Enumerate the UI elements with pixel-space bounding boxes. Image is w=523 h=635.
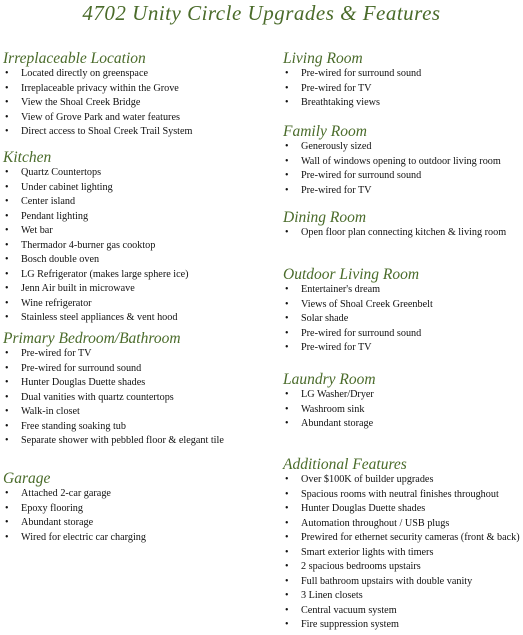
list-item: • Fire suppression system bbox=[283, 619, 523, 631]
list-item: • View the Shoal Creek Bridge bbox=[3, 97, 265, 109]
list-item: • Views of Shoal Creek Greenbelt bbox=[283, 299, 523, 311]
list-item: • Wall of windows opening to outdoor living room bbox=[283, 156, 523, 168]
list-item: • Smart exterior lights with timers bbox=[283, 547, 523, 559]
section-living-room bbox=[283, 50, 523, 112]
feature-list bbox=[3, 488, 265, 543]
section-heading: Garage bbox=[3, 470, 51, 487]
section-heading: Outdoor Living Room bbox=[283, 266, 420, 283]
section-garage bbox=[3, 470, 265, 546]
page-title: 4702 Unity Circle Upgrades & Features bbox=[82, 1, 441, 25]
list-item: • Abundant storage bbox=[3, 517, 265, 529]
list-item: • LG Washer/Dryer bbox=[283, 389, 523, 401]
list-item: • 2 spacious bedrooms upstairs bbox=[283, 561, 523, 573]
list-item: • Pre-wired for surround sound bbox=[283, 170, 523, 182]
list-item: • Generously sized bbox=[283, 141, 523, 153]
feature-list bbox=[283, 389, 523, 430]
list-item: • Bosch double oven bbox=[3, 254, 265, 266]
feature-list bbox=[283, 227, 523, 239]
list-item: • Wine refrigerator bbox=[3, 298, 265, 310]
list-item: • Pre-wired for TV bbox=[3, 348, 265, 360]
list-item: • Pre-wired for TV bbox=[283, 342, 523, 354]
list-item: • View of Grove Park and water features bbox=[3, 112, 265, 124]
section-irreplaceable-location bbox=[3, 50, 265, 141]
section-heading: Dining Room bbox=[283, 209, 367, 226]
section-outdoor-living-room bbox=[283, 266, 523, 357]
list-item: • Abundant storage bbox=[283, 418, 523, 430]
list-item: • Automation throughout / USB plugs bbox=[283, 518, 523, 530]
list-item: • 3 Linen closets bbox=[283, 590, 523, 602]
list-item: • Located directly on greenspace bbox=[3, 68, 265, 80]
list-item: • Free standing soaking tub bbox=[3, 421, 265, 433]
list-item: • Irreplaceable privacy within the Grove bbox=[3, 83, 265, 95]
list-item: • Prewired for ethernet security cameras (front & back) bbox=[283, 532, 523, 544]
list-item: • Direct access to Shoal Creek Trail System bbox=[3, 126, 265, 138]
list-item: • Under cabinet lighting bbox=[3, 182, 265, 194]
list-item: • Epoxy flooring bbox=[3, 503, 265, 515]
list-item: • Attached 2-car garage bbox=[3, 488, 265, 500]
section-laundry-room bbox=[283, 371, 523, 433]
feature-list bbox=[283, 68, 523, 109]
list-item: • Full bathroom upstairs with double vanity bbox=[283, 576, 523, 588]
list-item: • Pre-wired for surround sound bbox=[3, 363, 265, 375]
list-item: • Spacious rooms with neutral finishes throughout bbox=[283, 489, 523, 501]
list-item: • Walk-in closet bbox=[3, 406, 265, 418]
list-item: • Hunter Douglas Duette shades bbox=[283, 503, 523, 515]
list-item: • Solar shade bbox=[283, 313, 523, 325]
feature-list bbox=[283, 474, 523, 631]
list-item: • Stainless steel appliances & vent hood bbox=[3, 312, 265, 324]
section-dining-room bbox=[283, 209, 523, 242]
section-heading: Irreplaceable Location bbox=[3, 50, 146, 67]
list-item: • Jenn Air built in microwave bbox=[3, 283, 265, 295]
list-item: • Center island bbox=[3, 196, 265, 208]
list-item: • Pre-wired for TV bbox=[283, 83, 523, 95]
section-kitchen bbox=[3, 149, 265, 327]
list-item: • Separate shower with pebbled floor & elegant tile bbox=[3, 435, 251, 447]
list-item: • Central vacuum system bbox=[283, 605, 523, 617]
section-heading: Laundry Room bbox=[283, 371, 376, 388]
section-heading: Kitchen bbox=[3, 149, 52, 166]
list-item: • Washroom sink bbox=[283, 404, 523, 416]
list-item: • Open floor plan connecting kitchen & living room bbox=[283, 227, 523, 239]
section-additional-features bbox=[283, 456, 523, 634]
feature-list bbox=[3, 68, 265, 138]
list-item: • Pre-wired for surround sound bbox=[283, 328, 523, 340]
feature-list bbox=[283, 141, 523, 196]
list-item: • Over $100K of builder upgrades bbox=[283, 474, 523, 486]
feature-list bbox=[3, 348, 265, 447]
feature-list bbox=[3, 167, 265, 324]
list-item: • Entertainer's dream bbox=[283, 284, 523, 296]
section-heading: Primary Bedroom/Bathroom bbox=[3, 330, 181, 347]
list-item: • Pre-wired for TV bbox=[283, 185, 523, 197]
section-heading: Additional Features bbox=[283, 456, 407, 473]
section-heading: Family Room bbox=[283, 123, 367, 140]
list-item: • Wired for electric car charging bbox=[3, 532, 265, 544]
section-primary-bedroom-bathroom bbox=[3, 330, 265, 450]
list-item: • Dual vanities with quartz countertops bbox=[3, 392, 265, 404]
feature-list bbox=[283, 284, 523, 354]
list-item: • Quartz Countertops bbox=[3, 167, 265, 179]
list-item: • Pendant lighting bbox=[3, 211, 265, 223]
section-family-room bbox=[283, 123, 523, 199]
list-item: • Hunter Douglas Duette shades bbox=[3, 377, 265, 389]
list-item: • Thermador 4-burner gas cooktop bbox=[3, 240, 265, 252]
list-item: • LG Refrigerator (makes large sphere ice) bbox=[3, 269, 265, 281]
list-item: • Breathtaking views bbox=[283, 97, 523, 109]
section-heading: Living Room bbox=[283, 50, 363, 67]
list-item: • Wet bar bbox=[3, 225, 265, 237]
list-item: • Pre-wired for surround sound bbox=[283, 68, 523, 80]
